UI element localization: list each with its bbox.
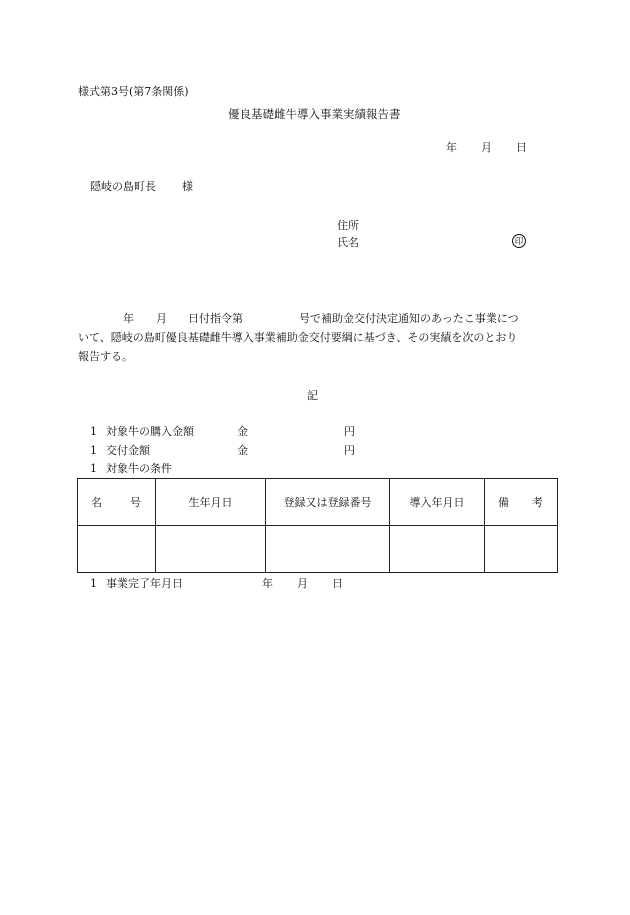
item-purchase-en: 円 — [344, 425, 355, 438]
item-label: 交付金額 — [106, 444, 150, 457]
header-birth-date: 生年月日 — [156, 479, 266, 526]
date-year-label: 年 — [446, 141, 457, 154]
header-name-char-2: 号 — [130, 496, 141, 509]
completion-month: 月 — [297, 577, 308, 590]
completion-day: 日 — [332, 577, 343, 590]
header-name-char-1: 名 — [91, 496, 102, 509]
cell-name — [78, 526, 156, 573]
date-day-label: 日 — [516, 141, 527, 154]
seal-mark: 印 — [512, 234, 526, 248]
body-line-2: いて、隠岐の島町優良基礎雌牛導入事業補助金交付要綱に基づき、その実績を次のとおり — [78, 331, 518, 344]
item-label: 対象牛の購入金額 — [106, 425, 194, 438]
body-year: 年 — [123, 312, 134, 325]
body-paragraph — [78, 309, 556, 366]
header-registration: 登録又は登録番号 — [266, 479, 390, 526]
body-month: 月 — [156, 312, 167, 325]
cell-introduction-date — [390, 526, 485, 573]
completion-year: 年 — [262, 577, 273, 590]
page-title: 優良基礎雌牛導入事業実績報告書 — [228, 107, 401, 121]
addressee-name: 隠岐の島町長 — [90, 180, 156, 193]
header-introduction-date: 導入年月日 — [390, 479, 485, 526]
item-number: 1 — [90, 425, 97, 438]
header-remarks — [485, 479, 558, 526]
item-label: 対象牛の条件 — [106, 462, 172, 475]
cell-registration — [266, 526, 390, 573]
addressee-suffix: 様 — [182, 180, 193, 193]
item-grant-kin: 金 — [237, 444, 248, 457]
item-purchase-amount — [90, 425, 194, 439]
item-grant-amount — [90, 444, 150, 458]
body-number-suffix: 号で補助金交付決定通知のあったこ事業につ — [299, 312, 519, 325]
header-remarks-char-2: 考 — [532, 496, 543, 509]
item-number: 1 — [90, 462, 97, 475]
item-cattle-conditions — [90, 462, 172, 476]
body-line-1 — [78, 309, 556, 328]
form-number: 様式第3号(第7条関係) — [78, 85, 189, 98]
body-day-prefix: 日付指令第 — [188, 312, 243, 325]
cell-remarks — [485, 526, 558, 573]
item-completion-date — [90, 577, 183, 591]
item-number: 1 — [90, 444, 97, 457]
item-grant-en: 円 — [344, 444, 355, 457]
item-number: 1 — [90, 577, 97, 590]
ki-heading: 記 — [307, 389, 318, 402]
header-name — [78, 479, 156, 526]
cattle-conditions-table — [77, 478, 558, 573]
header-remarks-char-1: 備 — [498, 496, 509, 509]
item-purchase-kin: 金 — [237, 425, 248, 438]
date-month-label: 月 — [481, 141, 492, 154]
item-label: 事業完了年月日 — [106, 577, 183, 590]
table-header-row — [78, 479, 558, 526]
name-label: 氏名 — [337, 236, 359, 249]
table-row — [78, 526, 558, 573]
address-label: 住所 — [337, 219, 359, 232]
body-line-3: 報告する。 — [78, 350, 133, 363]
cell-birth-date — [156, 526, 266, 573]
